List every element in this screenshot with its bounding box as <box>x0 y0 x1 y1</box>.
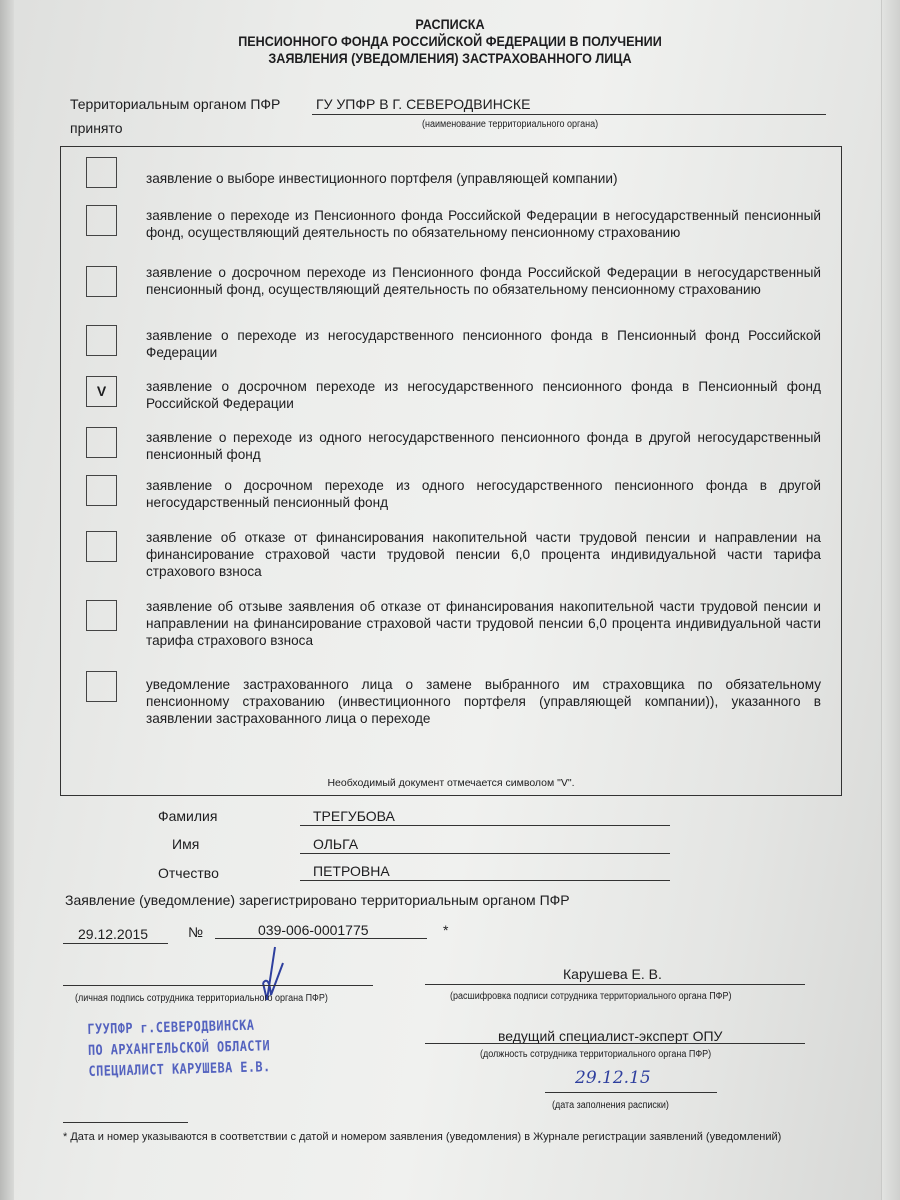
registration-number: 039-006-0001775 <box>258 922 369 938</box>
patronymic-underline <box>300 880 670 881</box>
surname-underline <box>300 825 670 826</box>
document-title <box>45 16 855 67</box>
patronymic-value: ПЕТРОВНА <box>313 863 390 879</box>
name-label: Имя <box>172 836 200 852</box>
checklist-note: Необходимый документ отмечается символом "V". <box>327 777 575 789</box>
checklist-item-text: заявление о выборе инвестиционного портфеля (управляющей компании) <box>146 171 618 186</box>
checkbox[interactable] <box>86 427 117 458</box>
organ-hint: (наименование территориального органа) <box>422 119 599 130</box>
checkbox[interactable] <box>86 671 117 702</box>
checklist-item-text: уведомление застрахованного лица о замене выбранного им страховщика по обязательному пенсионному страхованию (инвестиционного портфеля (управляющей компании)), указанного в заявлении застрахованного лица о переходе <box>146 677 821 726</box>
position-hint: (должность сотрудника территориального органа ПФР) <box>480 1049 712 1060</box>
fill-date-handwritten: 29.12.15 <box>575 1068 651 1088</box>
signature-hint: (личная подпись сотрудника территориального органа ПФР) <box>75 993 328 1004</box>
stamp-line: ГУУПФР г.СЕВЕРОДВИНСКА <box>87 1017 255 1039</box>
name-underline <box>300 853 670 854</box>
fill-date-underline <box>545 1092 717 1093</box>
number-underline <box>215 938 427 939</box>
organ-label: Территориальным органом ПФР <box>70 96 281 112</box>
checkbox[interactable]: V <box>86 376 117 407</box>
paper-edge-left <box>0 0 14 1200</box>
number-label: № <box>188 924 204 940</box>
footnote-divider <box>63 1122 188 1123</box>
title-line: ПЕНСИОННОГО ФОНДА РОССИЙСКОЙ ФЕДЕРАЦИИ В ПОЛУЧЕНИИ <box>238 33 662 49</box>
checklist-item-text: заявление о досрочном переходе из Пенсионного фонда Российской Федерации в негосударственный пенсионный фонд, осуществляющий деятельность по обязательному пенсионному страхованию <box>146 265 821 297</box>
registration-label: Заявление (уведомление) зарегистрировано территориальным органом ПФР <box>65 892 570 908</box>
surname-value: ТРЕГУБОВА <box>313 808 395 824</box>
checkbox[interactable] <box>86 157 117 188</box>
organ-value: ГУ УПФР В Г. СЕВЕРОДВИНСКЕ <box>316 96 531 112</box>
surname-label: Фамилия <box>158 808 218 824</box>
decode-hint: (расшифровка подписи сотрудника территориального органа ПФР) <box>450 991 732 1002</box>
paper-edge-right <box>881 0 900 1200</box>
checkbox[interactable] <box>86 266 117 297</box>
footnote: * Дата и номер указываются в соответствии с датой и номером заявления (уведомления) в Журнале регистрации заявлений (уведомлений) <box>63 1131 782 1143</box>
fill-date-hint: (дата заполнения расписки) <box>552 1100 669 1111</box>
checkbox[interactable] <box>86 600 117 631</box>
patronymic-label: Отчество <box>158 865 219 881</box>
checklist-item-text: заявление о досрочном переходе из одного негосударственного пенсионного фонда в другой негосударственный пенсионный фонд <box>146 478 821 510</box>
signature-decode: Карушева Е. В. <box>563 966 662 982</box>
decode-underline <box>425 984 805 985</box>
date-underline <box>63 943 168 944</box>
checklist-item-text: заявление о переходе из одного негосударственного пенсионного фонда в другой негосударственный пенсионный фонд <box>146 430 821 462</box>
employee-position: ведущий специалист-эксперт ОПУ <box>498 1028 723 1044</box>
checklist-item-text: заявление о переходе из Пенсионного фонда Российской Федерации в негосударственный пенсионный фонд, осуществляющий деятельность по обязательному пенсионному страхованию <box>146 208 821 240</box>
documents-checklist <box>60 146 842 796</box>
checkbox[interactable] <box>86 475 117 506</box>
name-value: ОЛЬГА <box>313 836 359 852</box>
title-line: ЗАЯВЛЕНИЯ (УВЕДОМЛЕНИЯ) ЗАСТРАХОВАННОГО ЛИЦА <box>268 50 632 66</box>
checklist-item-text: заявление о досрочном переходе из негосударственного пенсионного фонда в Пенсионный фонд Российской Федерации <box>146 379 821 411</box>
stamp-line: СПЕЦИАЛИСТ КАРУШЕВА Е.В. <box>88 1059 271 1080</box>
asterisk: * <box>443 922 449 938</box>
checkbox[interactable] <box>86 205 117 236</box>
checklist-item-text: заявление об отказе от финансирования накопительной части трудовой пенсии и направлении на финансирование страховой части трудовой пенсии 6,0 процента индивидуальной части тарифа страхового взноса <box>146 530 821 579</box>
organ-underline <box>312 114 826 115</box>
checklist-item-text: заявление об отзыве заявления об отказе от финансирования накопительной части трудовой пенсии и направлении на финансирование страховой части трудовой пенсии 6,0 процента индивидуальной части тарифа страхового взноса <box>146 599 821 648</box>
checklist-item-text: заявление о переходе из негосударственного пенсионного фонда в Пенсионный фонд Российской Федерации <box>146 328 821 360</box>
checkbox[interactable] <box>86 531 117 562</box>
official-stamp <box>87 1015 271 1083</box>
checkbox[interactable] <box>86 325 117 356</box>
title-line: РАСПИСКА <box>415 16 485 32</box>
stamp-line: ПО АРХАНГЕЛЬСКОЙ ОБЛАСТИ <box>87 1038 271 1059</box>
position-underline <box>425 1043 805 1044</box>
registration-date: 29.12.2015 <box>78 926 149 942</box>
signature-underline <box>63 985 373 986</box>
accepted-label: принято <box>70 120 123 136</box>
